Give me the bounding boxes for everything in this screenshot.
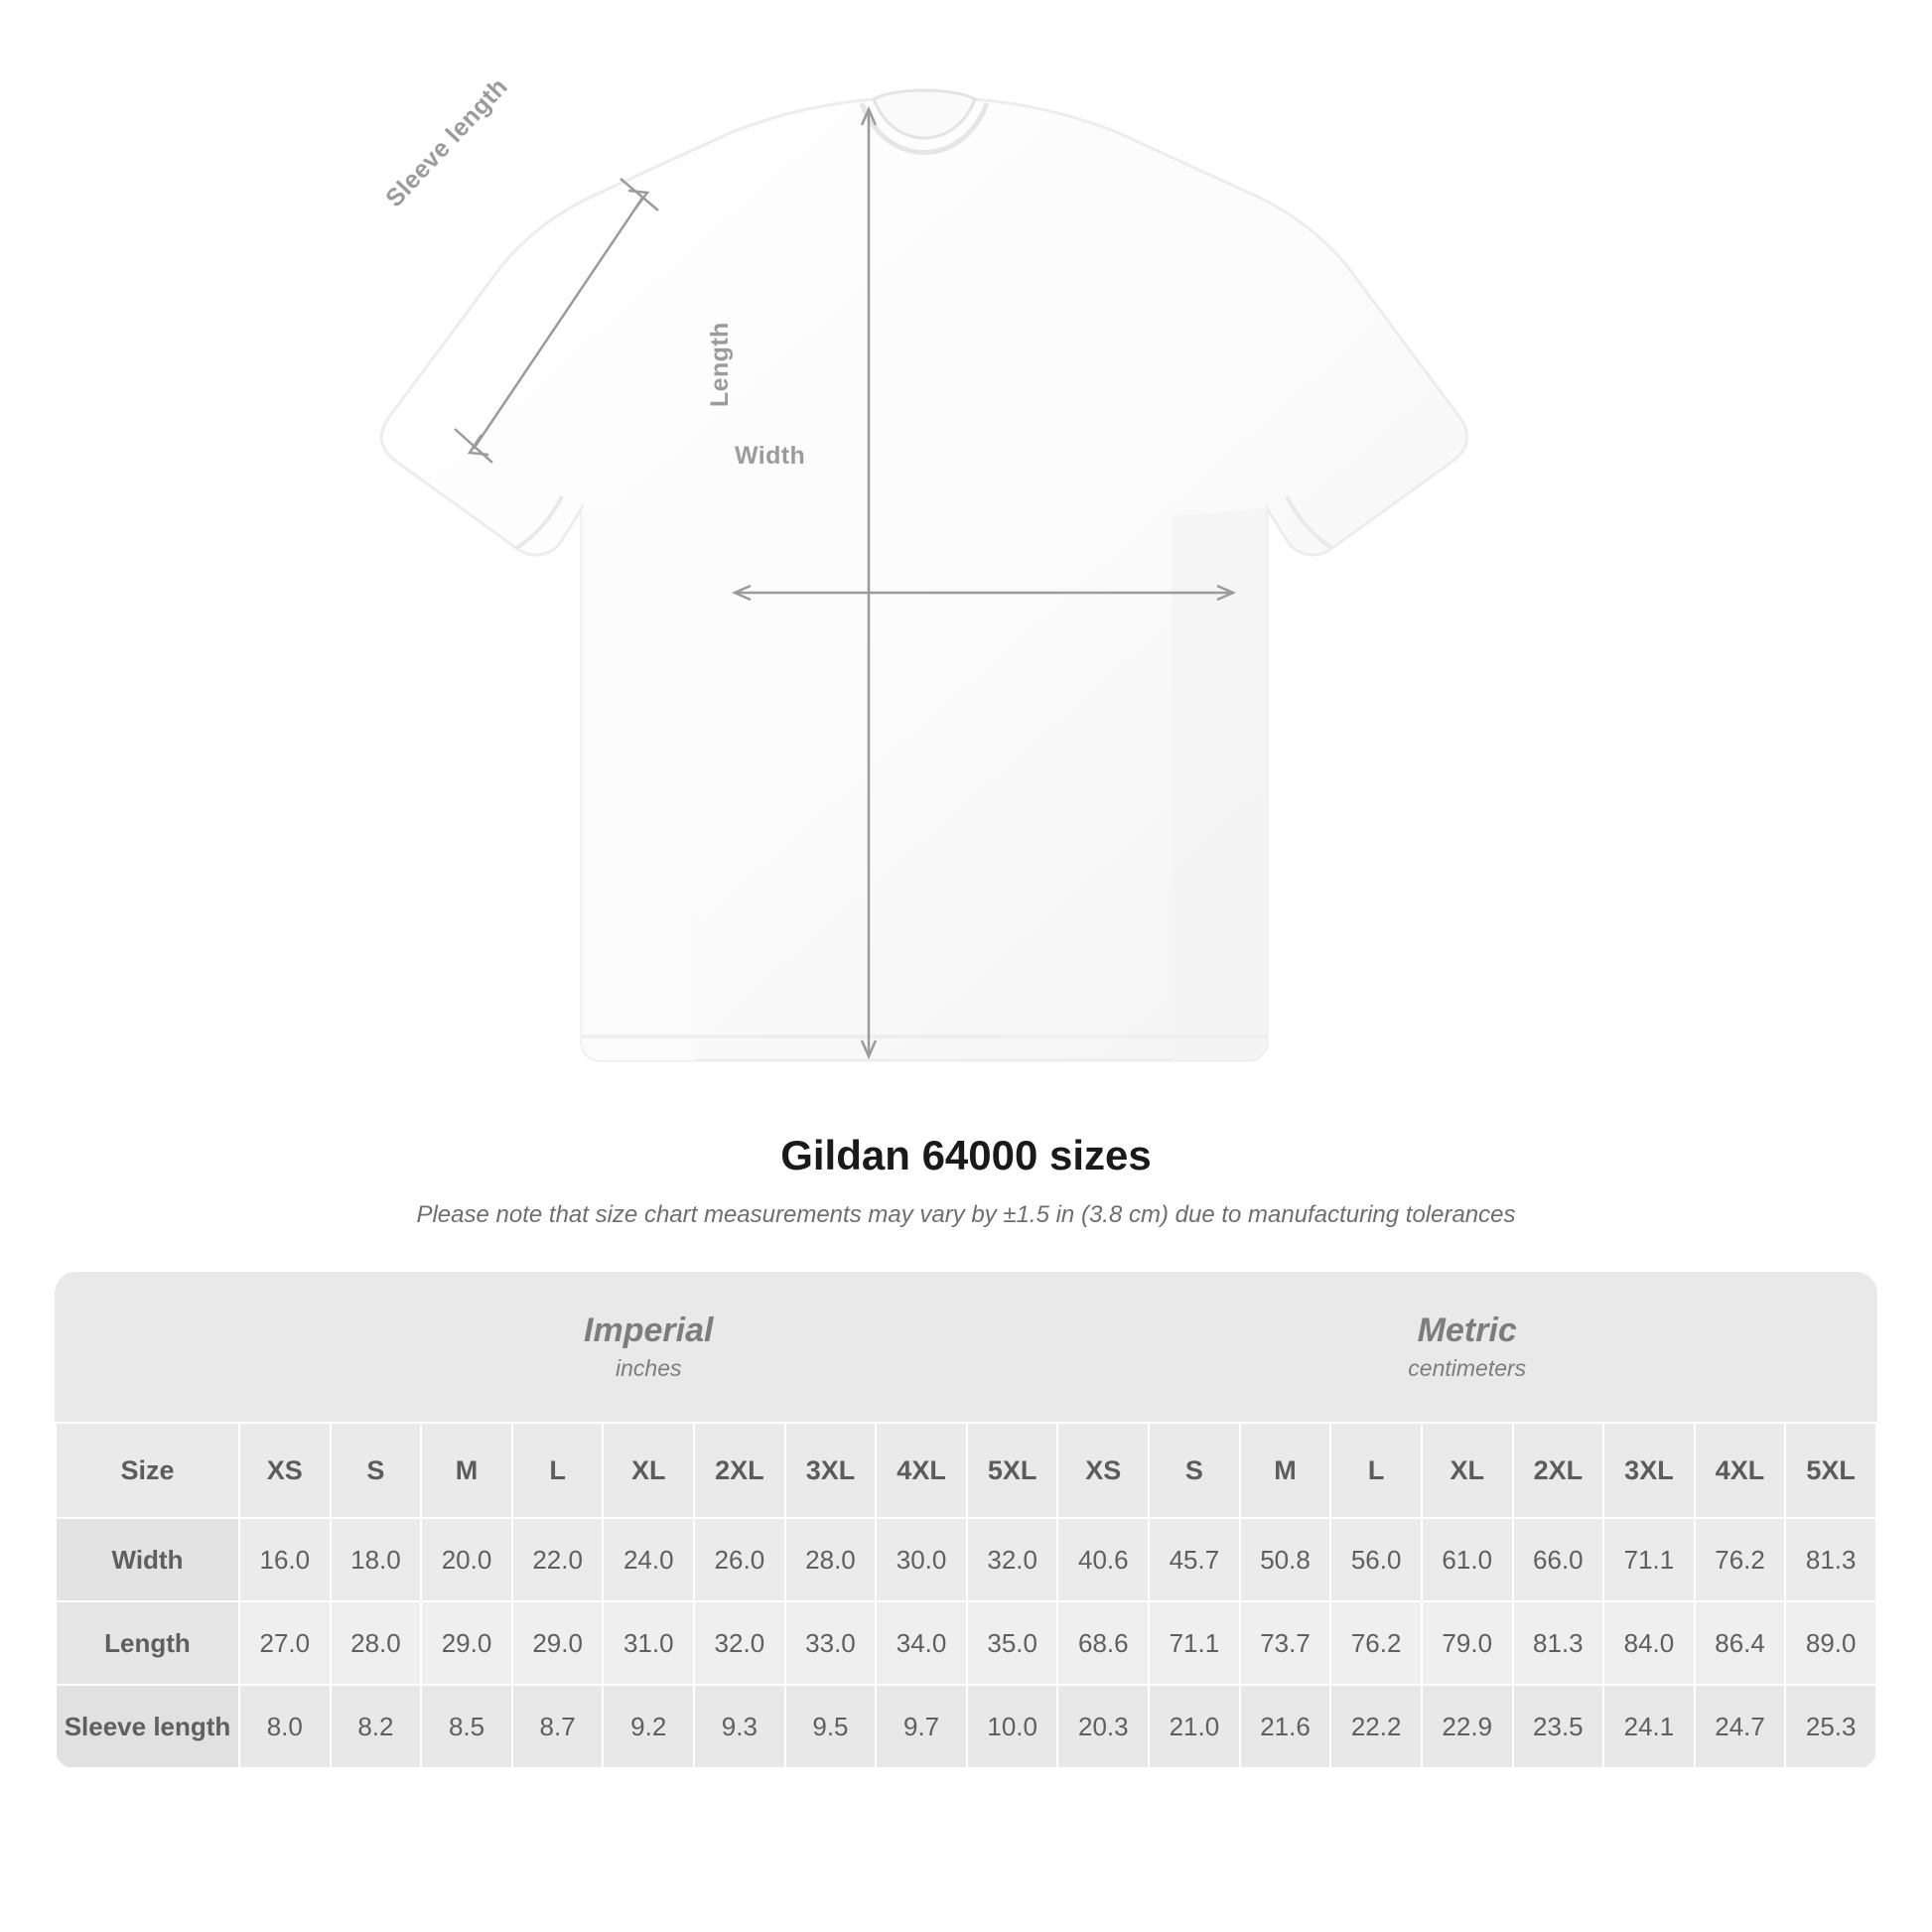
cell-sleeve-length: 8.2 (331, 1685, 422, 1768)
cell-width: 24.0 (603, 1518, 694, 1601)
unit-imperial-name: Imperial (584, 1311, 714, 1350)
cell-width: 45.7 (1149, 1518, 1240, 1601)
cell-sleeve-length: 9.3 (694, 1685, 785, 1768)
cell-sleeve-length: 24.7 (1695, 1685, 1786, 1768)
size-header-cell: 5XL (967, 1423, 1058, 1518)
cell-width: 61.0 (1422, 1518, 1513, 1601)
table-corner-cell (56, 1272, 239, 1423)
size-header-cell: 2XL (694, 1423, 785, 1518)
cell-sleeve-length: 22.2 (1330, 1685, 1422, 1768)
table-row (56, 1518, 1876, 1601)
row-label-length: Length (56, 1601, 239, 1685)
cell-width: 16.0 (239, 1518, 331, 1601)
cell-length: 34.0 (876, 1601, 967, 1685)
cell-length: 35.0 (967, 1601, 1058, 1685)
width-dimension-label: Width (735, 442, 806, 470)
size-header-cell: XL (603, 1423, 694, 1518)
size-header-cell: 3XL (785, 1423, 877, 1518)
size-header-cell: 5XL (1785, 1423, 1876, 1518)
cell-sleeve-length: 20.3 (1057, 1685, 1149, 1768)
cell-sleeve-length: 22.9 (1422, 1685, 1513, 1768)
cell-sleeve-length: 9.7 (876, 1685, 967, 1768)
cell-width: 81.3 (1785, 1518, 1876, 1601)
cell-sleeve-length: 8.5 (421, 1685, 512, 1768)
sleeve-length-dimension-label: Sleeve length (380, 72, 513, 213)
cell-width: 32.0 (967, 1518, 1058, 1601)
size-header-cell: M (421, 1423, 512, 1518)
cell-length: 68.6 (1057, 1601, 1149, 1685)
cell-width: 71.1 (1603, 1518, 1695, 1601)
size-header-cell: XS (239, 1423, 331, 1518)
cell-sleeve-length: 21.6 (1240, 1685, 1331, 1768)
size-header-row (56, 1423, 1876, 1518)
tshirt-body-shape (381, 90, 1466, 1060)
size-header-cell: 4XL (1695, 1423, 1786, 1518)
size-header-cell: L (1330, 1423, 1422, 1518)
cell-length: 31.0 (603, 1601, 694, 1685)
cell-width: 76.2 (1695, 1518, 1786, 1601)
cell-sleeve-length: 9.2 (603, 1685, 694, 1768)
tolerance-note: Please note that size chart measurements may vary by ±1.5 in (3.8 cm) due to manufacturing tolerances (416, 1201, 1516, 1228)
unit-metric-sub: centimeters (1408, 1354, 1527, 1381)
size-header-cell: XS (1057, 1423, 1149, 1518)
size-header-label: Size (56, 1423, 239, 1518)
size-header-cell: 3XL (1603, 1423, 1695, 1518)
size-header-cell: L (512, 1423, 604, 1518)
cell-sleeve-length: 10.0 (967, 1685, 1058, 1768)
cell-length: 81.3 (1513, 1601, 1604, 1685)
cell-length: 73.7 (1240, 1601, 1331, 1685)
cell-length: 71.1 (1149, 1601, 1240, 1685)
cell-sleeve-length: 25.3 (1785, 1685, 1876, 1768)
page-title: Gildan 64000 sizes (780, 1132, 1152, 1178)
size-header-cell: S (1149, 1423, 1240, 1518)
cell-sleeve-length: 8.0 (239, 1685, 331, 1768)
cell-length: 79.0 (1422, 1601, 1513, 1685)
row-label-width: Width (56, 1518, 239, 1601)
size-header-cell: 2XL (1513, 1423, 1604, 1518)
cell-length: 84.0 (1603, 1601, 1695, 1685)
unit-group-imperial (239, 1272, 1057, 1423)
cell-length: 76.2 (1330, 1601, 1422, 1685)
table-row (56, 1601, 1876, 1685)
cell-sleeve-length: 24.1 (1603, 1685, 1695, 1768)
cell-length: 29.0 (421, 1601, 512, 1685)
size-header-cell: 4XL (876, 1423, 967, 1518)
size-chart-table (55, 1272, 1877, 1769)
size-header-cell: S (331, 1423, 422, 1518)
size-chart-table-wrapper (55, 1272, 1877, 1769)
cell-width: 30.0 (876, 1518, 967, 1601)
cell-sleeve-length: 23.5 (1513, 1685, 1604, 1768)
cell-width: 28.0 (785, 1518, 877, 1601)
cell-length: 29.0 (512, 1601, 604, 1685)
cell-width: 20.0 (421, 1518, 512, 1601)
cell-sleeve-length: 9.5 (785, 1685, 877, 1768)
cell-width: 66.0 (1513, 1518, 1604, 1601)
size-header-cell: M (1240, 1423, 1331, 1518)
cell-width: 26.0 (694, 1518, 785, 1601)
table-row (56, 1685, 1876, 1768)
unit-metric-name: Metric (1417, 1311, 1517, 1350)
row-label-sleeve-length: Sleeve length (56, 1685, 239, 1768)
cell-width: 18.0 (331, 1518, 422, 1601)
cell-width: 50.8 (1240, 1518, 1331, 1601)
cell-width: 22.0 (512, 1518, 604, 1601)
cell-length: 28.0 (331, 1601, 422, 1685)
cell-width: 40.6 (1057, 1518, 1149, 1601)
cell-length: 86.4 (1695, 1601, 1786, 1685)
unit-group-metric (1057, 1272, 1876, 1423)
cell-width: 56.0 (1330, 1518, 1422, 1601)
size-header-cell: XL (1422, 1423, 1513, 1518)
cell-length: 33.0 (785, 1601, 877, 1685)
cell-sleeve-length: 8.7 (512, 1685, 604, 1768)
unit-band-row (56, 1272, 1876, 1423)
length-dimension-label: Length (706, 322, 734, 407)
cell-sleeve-length: 21.0 (1149, 1685, 1240, 1768)
cell-length: 27.0 (239, 1601, 331, 1685)
cell-length: 89.0 (1785, 1601, 1876, 1685)
unit-imperial-sub: inches (616, 1354, 682, 1381)
cell-length: 32.0 (694, 1601, 785, 1685)
